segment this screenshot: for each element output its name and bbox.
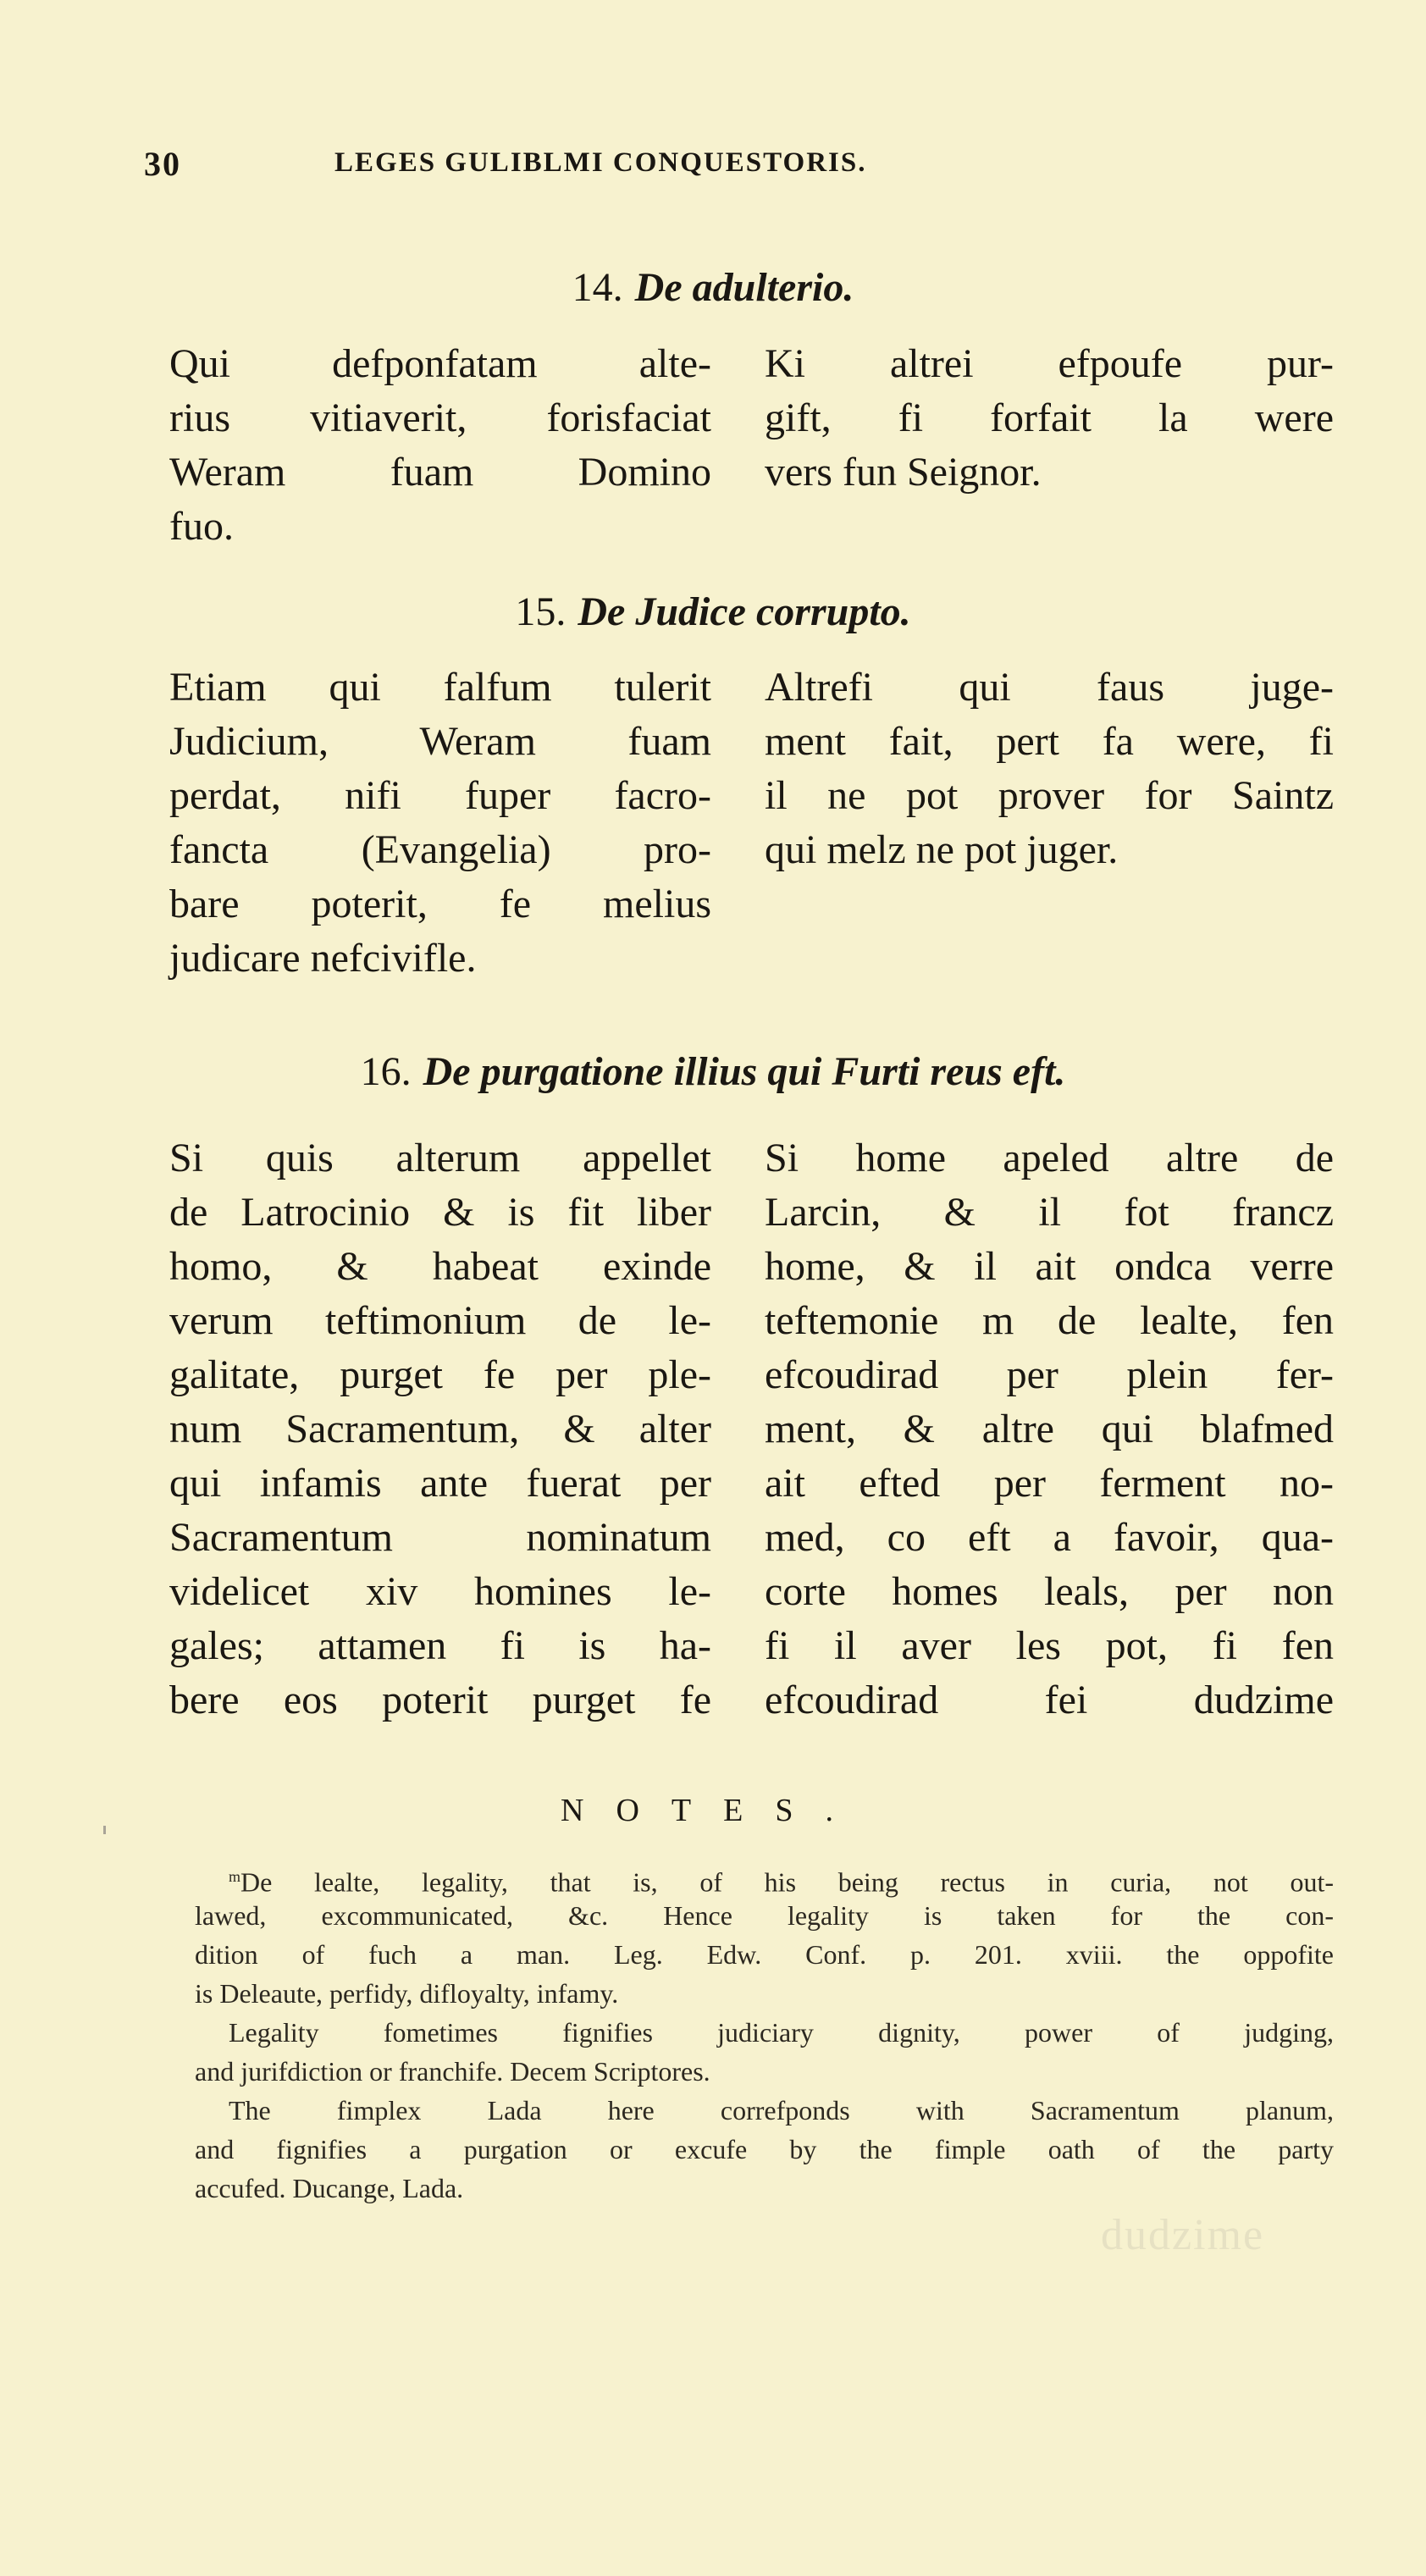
notes-block bbox=[195, 1857, 1334, 2208]
latin-line: fancta (Evangelia) pro- bbox=[169, 827, 711, 872]
note-line: accufed. Ducange, Lada. bbox=[195, 2173, 464, 2203]
latin-line: gales; attamen fi is ha- bbox=[169, 1623, 711, 1668]
running-title: LEGES GULIBLMI CONQUESTORIS. bbox=[334, 147, 867, 178]
french-line: efcoudirad fei dudzime bbox=[765, 1678, 1334, 1722]
french-line: ment fait, pert fa were, fi bbox=[765, 719, 1334, 764]
latin-line: num Sacramentum, & alter bbox=[169, 1407, 711, 1451]
latin-line: fuo. bbox=[169, 504, 234, 549]
section-number: 16. bbox=[360, 1049, 412, 1094]
latin-column-14 bbox=[169, 337, 711, 554]
french-line: home, & il ait ondca verre bbox=[765, 1244, 1334, 1289]
page-number: 30 bbox=[144, 145, 181, 183]
note-line: Legality fometimes fignifies judiciary dignity, power of judging, bbox=[229, 2017, 1334, 2048]
latin-line: galitate, purget fe per ple- bbox=[169, 1352, 711, 1397]
french-line: Ki altrei efpoufe pur- bbox=[765, 341, 1334, 386]
french-line: gift, fi forfait la were bbox=[765, 395, 1334, 440]
note-line: and fignifies a purgation or excufe by the fimple oath of the party bbox=[195, 2134, 1334, 2164]
french-column-14 bbox=[765, 337, 1334, 500]
latin-line: Qui defponfatam alte- bbox=[169, 341, 711, 386]
latin-line: bare poterit, fe melius bbox=[169, 882, 711, 926]
section-title: De adulterio. bbox=[634, 265, 854, 310]
french-line: ment, & altre qui blafmed bbox=[765, 1407, 1334, 1451]
latin-line: Sacramentum nominatum bbox=[169, 1515, 711, 1560]
french-line: med, co eft a favoir, qua- bbox=[765, 1515, 1334, 1560]
latin-line: perdat, nifi fuper facro- bbox=[169, 773, 711, 818]
french-column-15 bbox=[765, 661, 1334, 877]
note-line: and jurifdiction or franchife. Decem Scriptores. bbox=[195, 2056, 710, 2087]
section-title: De purgatione illius qui Furti reus eft. bbox=[423, 1049, 1066, 1094]
latin-line: verum teftimonium de le- bbox=[169, 1298, 711, 1343]
french-line: Si home apeled altre de bbox=[765, 1136, 1334, 1180]
section-title: De Judice corrupto. bbox=[578, 589, 911, 634]
section-number: 15. bbox=[515, 589, 567, 634]
french-line: teftemonie m de lealte, fen bbox=[765, 1298, 1334, 1343]
latin-line: rius vitiaverit, forisfaciat bbox=[169, 395, 711, 440]
latin-line: videlicet xiv homines le- bbox=[169, 1569, 711, 1614]
french-line: ait efted per ferment no- bbox=[765, 1461, 1334, 1506]
french-line: Larcin, & il fot francz bbox=[765, 1190, 1334, 1235]
bleed-through-text: dudzime bbox=[1101, 2211, 1265, 2259]
latin-line: qui infamis ante fuerat per bbox=[169, 1461, 711, 1506]
note-line: is Deleaute, perfidy, difloyalty, infamy. bbox=[195, 1978, 619, 2009]
footnote-marker: m bbox=[229, 1868, 241, 1885]
french-line: Altrefi qui faus juge- bbox=[765, 665, 1334, 710]
notes-heading: NOTES. bbox=[561, 1793, 865, 1828]
latin-column-16 bbox=[169, 1131, 711, 1727]
latin-line: bere eos poterit purget fe bbox=[169, 1678, 711, 1722]
latin-line: judicare nefcivifle. bbox=[169, 936, 477, 981]
french-line: efcoudirad per plein fer- bbox=[765, 1352, 1334, 1397]
french-line: vers fun Seignor. bbox=[765, 450, 1042, 495]
section-heading-16 bbox=[0, 1048, 1426, 1095]
section-heading-15 bbox=[0, 589, 1426, 635]
note-line: lawed, excommunicated, &c. Hence legality is taken for the con- bbox=[195, 1900, 1334, 1931]
latin-line: Judicium, Weram fuam bbox=[169, 719, 711, 764]
latin-line: Weram fuam Domino bbox=[169, 450, 711, 495]
latin-line: homo, & habeat exinde bbox=[169, 1244, 711, 1289]
note-line: The fimplex Lada here correfponds with Sacramentum planum, bbox=[229, 2095, 1334, 2125]
french-line: qui melz ne pot juger. bbox=[765, 827, 1119, 872]
section-number: 14. bbox=[572, 265, 623, 310]
french-column-16 bbox=[765, 1131, 1334, 1727]
latin-column-15 bbox=[169, 661, 711, 986]
latin-line: Etiam qui falfum tulerit bbox=[169, 665, 711, 710]
note-line: $^m$De lealte, legality, that is, of his being rectus in curia, not out- bbox=[229, 1866, 1334, 1898]
latin-line: Si quis alterum appellet bbox=[169, 1136, 711, 1180]
latin-line: de Latrocinio & is fit liber bbox=[169, 1190, 711, 1235]
note-line: dition of fuch a man. Leg. Edw. Conf. p. 201. xviii. the oppofite bbox=[195, 1939, 1334, 1970]
french-line: corte homes leals, per non bbox=[765, 1569, 1334, 1614]
french-line: fi il aver les pot, fi fen bbox=[765, 1623, 1334, 1668]
section-heading-14 bbox=[0, 264, 1426, 311]
french-line: il ne pot prover for Saintz bbox=[765, 773, 1334, 818]
